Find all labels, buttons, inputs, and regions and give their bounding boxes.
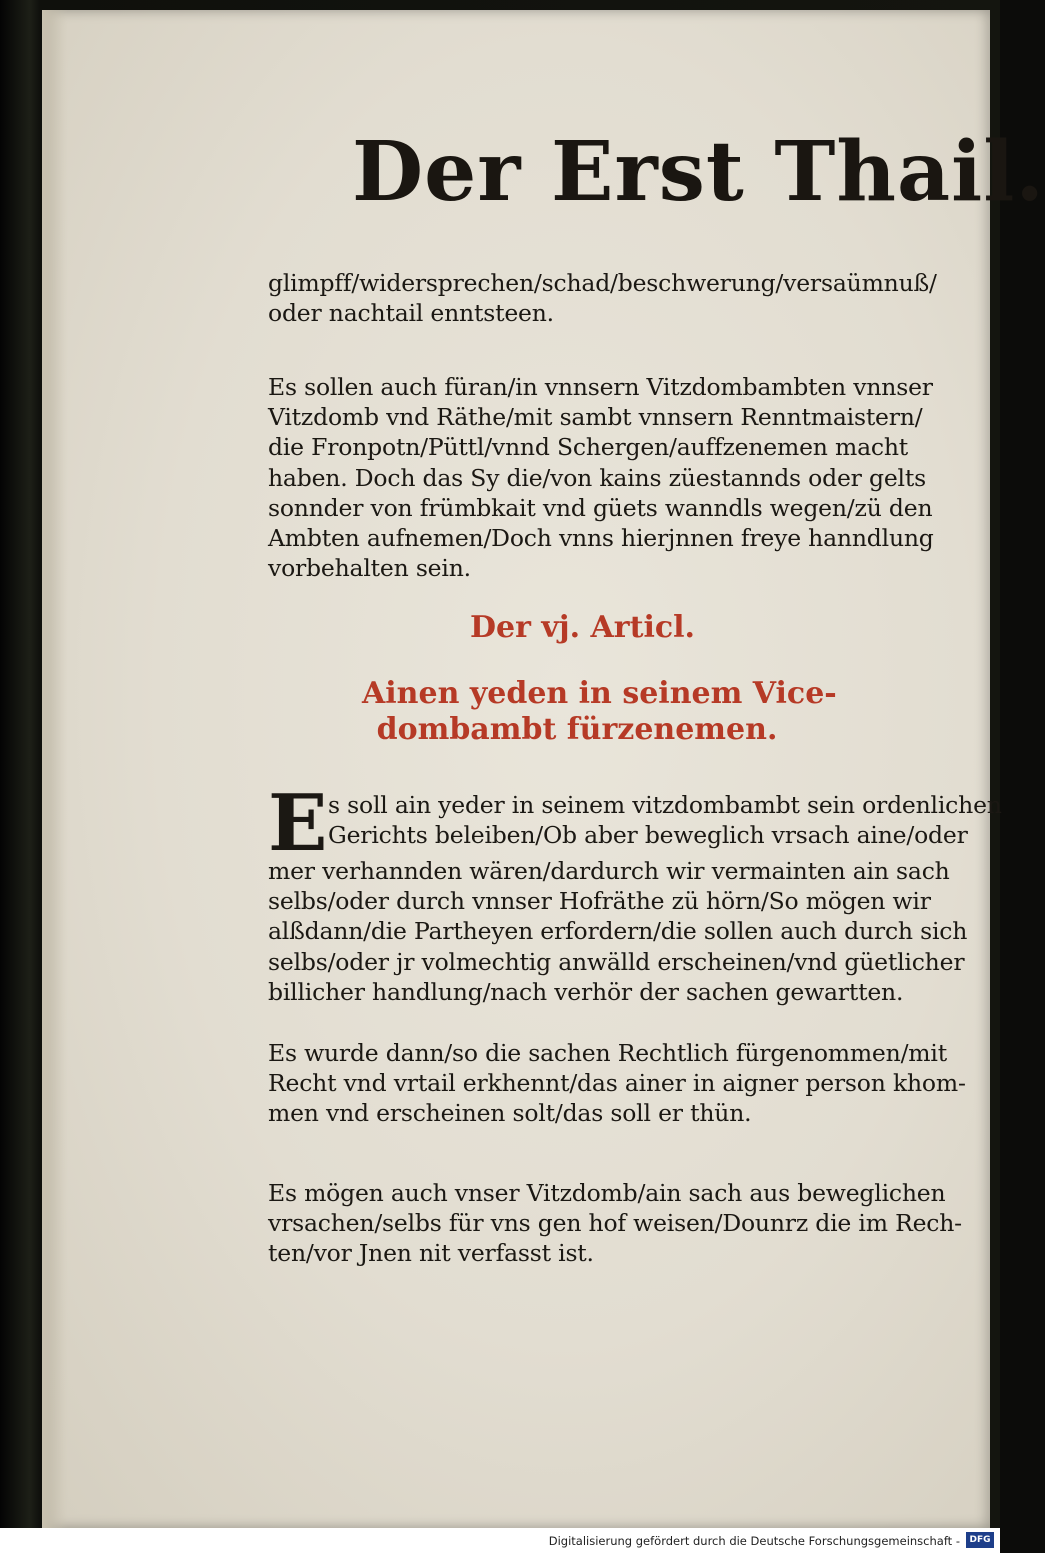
paragraph-5 (268, 1178, 962, 1269)
text-line: vrsachen/selbs für vns gen hof weisen/Dounrz die im Rech- (268, 1209, 962, 1238)
text-line: Es mögen auch vnser Vitzdomb/ain sach aus beweglichen (268, 1179, 946, 1207)
article-title: Der vj. Articl. (470, 610, 695, 645)
article-subtitle-line: dombambt fürzenemen. (376, 712, 778, 747)
paragraph-2 (268, 372, 934, 583)
drop-cap-initial: E (268, 778, 328, 869)
text-line: billicher handlung/nach verhör der sachen gewartten. (268, 977, 904, 1006)
text-line: vorbehalten sein. (268, 554, 471, 583)
article-subtitle (362, 676, 837, 748)
text-line: die Fronpotn/Püttl/vnnd Schergen/auffzenemen macht (268, 433, 909, 462)
dfg-logo: DFG (966, 1532, 994, 1548)
text-line: glimpff/widersprechen/schad/beschwerung/versaümnuß/ (268, 269, 937, 297)
text-line: Vitzdomb vnd Räthe/mit sambt vnnsern Renntmaistern/ (268, 403, 923, 432)
text-line: ten/vor Jnen nit verfasst ist. (268, 1239, 594, 1268)
book-page (42, 10, 1045, 1528)
text-line: selbs/oder jr volmechtig anwälld erscheinen/vnd güetlicher (268, 947, 965, 976)
text-line: selbs/oder durch vnnser Hofräthe zü hörn/So mögen wir (268, 887, 931, 916)
article-subtitle-line: Ainen yeden in seinem Vice- (362, 676, 837, 711)
text-line: men vnd erscheinen solt/das soll er thün. (268, 1099, 752, 1128)
text-line: oder nachtail enntsteen. (268, 299, 554, 328)
text-line: Ambten aufnemen/Doch vnns hierjnnen freye hanndlung (268, 524, 934, 553)
text-line: haben. Doch das Sy die/von kains züestannds oder gelts (268, 463, 926, 492)
text-line: Gerichts beleiben/Ob aber beweglich vrsach aine/oder (328, 821, 968, 850)
text-line: sonnder von frümbkait vnd güets wanndls wegen/zü den (268, 493, 933, 522)
text-line: s soll ain yeder in seinem vitzdombambt sein ordenlichen (328, 791, 1002, 819)
paragraph-1 (268, 268, 937, 328)
text-line: Es sollen auch füran/in vnnsern Vitzdombambten vnnser (268, 373, 933, 401)
text-line: Recht vnd vrtail erkhennt/das ainer in aigner person khom- (268, 1069, 966, 1098)
page-heading: Der Erst Thail. (352, 124, 1045, 220)
text-line: mer verhannden wären/dardurch wir vermainten ain sach (268, 857, 950, 885)
text-line: alßdann/die Partheyen erfordern/die sollen auch durch sich (268, 917, 968, 946)
paragraph-4 (268, 1038, 966, 1129)
text-line: Es wurde dann/so die sachen Rechtlich fürgenommen/mit (268, 1039, 947, 1067)
footer-bar (0, 1528, 1000, 1553)
footer-credit: Digitalisierung gefördert durch die Deutsche Forschungsgemeinschaft - (548, 1534, 960, 1548)
paragraph-3 (268, 778, 1002, 1007)
